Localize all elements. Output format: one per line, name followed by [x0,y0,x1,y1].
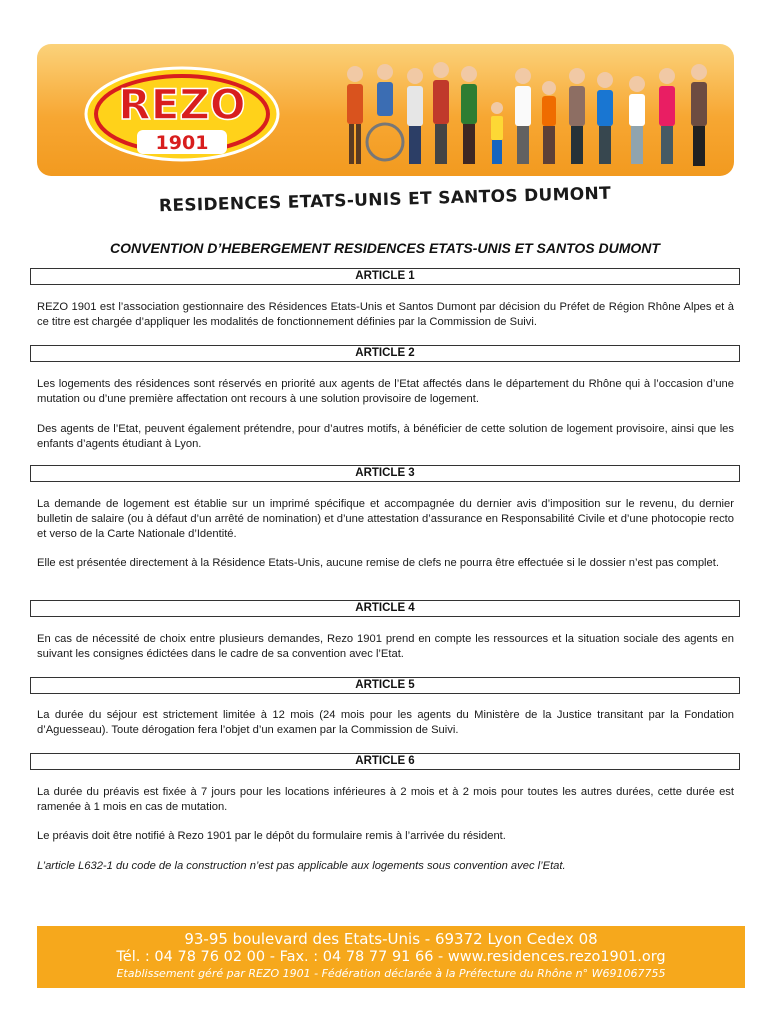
article-5-heading: ARTICLE 5 [30,677,740,694]
article-6-paragraph-3: L’article L632-1 du code de la construction n’est pas applicable aux logements sous convention avec l’Etat. [37,860,566,872]
header-banner [37,44,734,176]
rezo-logo [82,64,282,164]
article-1-paragraph-1: REZO 1901 est l’association gestionnaire des Résidences Etats-Unis et Santos Dumont par décision du Préfet de Région Rhône Alpes et à ce titre est chargée d’appliquer les modalités de fonctionnement définies par la Commission de Suivi. [37,301,734,328]
article-5-paragraph-1: La durée du séjour est strictement limitée à 12 mois (24 mois pour les agents du Ministère de la Justice transitant par la Fondation d’Aguesseau). Toute dérogation fera l’objet d’un examen par la Commission de Suivi. [37,709,734,736]
residence-title: RESIDENCES ETATS-UNIS ET SANTOS DUMONT [158,183,612,217]
article-2-paragraph-2: Des agents de l’Etat, peuvent également prétendre, pour d’autres motifs, à bénéficier de cette solution de logement provisoire, ainsi que les enfants d’agents étudiant à Lyon. [37,423,734,450]
logo-year: 1901 [155,132,209,154]
article-3-paragraph-2: Elle est présentée directement à la Résidence Etats-Unis, aucune remise de clefs ne pourra être effectuée si le dossier n’est pas complet. [37,557,719,569]
article-1-heading: ARTICLE 1 [30,268,740,285]
article-4-paragraph-1: En cas de nécessité de choix entre plusieurs demandes, Rezo 1901 prend en compte les ressources et la situation sociale des agents en suivant les consignes édictées dans le cadre de sa convention avec l’Etat. [37,633,734,660]
article-4-heading: ARTICLE 4 [30,600,740,617]
article-6-paragraph-2: Le préavis doit être notifié à Rezo 1901 par le dépôt du formulaire remis à l’arrivée du résident. [37,830,506,842]
footer-banner [37,926,745,988]
footer-legal: Etablissement géré par REZO 1901 - Fédération déclarée à la Préfecture du Rhône n° W691067755 [116,967,666,980]
article-6-heading: ARTICLE 6 [30,753,740,770]
logo-text: REZO [118,80,246,129]
document-title: CONVENTION D’HEBERGEMENT RESIDENCES ETATS-UNIS ET SANTOS DUMONT [110,240,660,256]
article-2-paragraph-1: Les logements des résidences sont réservés en priorité aux agents de l’Etat affectés dans le département du Rhône qui à l’occasion d’une mutation ou d’une première affectation ont recours à une solution provisoire de logement. [37,378,734,405]
footer-address: 93-95 boulevard des Etats-Unis - 69372 Lyon Cedex 08 [184,930,598,948]
article-3-paragraph-1: La demande de logement est établie sur un imprimé spécifique et accompagnée du dernier avis d’imposition sur le revenu, du dernier bulletin de salaire (ou à défaut d’un arrêté de nomination) et d’une attestation d’assurance en Responsabilité Civile et d’une photocopie recto et verso de la Carte Nationale d’Identité. [37,498,734,540]
footer-contact: Tél. : 04 78 76 02 00 - Fax. : 04 78 77 91 66 - www.residences.rezo1901.org [116,949,666,965]
people-illustration-icon [337,54,727,176]
article-3-heading: ARTICLE 3 [30,465,740,482]
article-6-paragraph-1: La durée du préavis est fixée à 7 jours pour les locations inférieures à 2 mois et à 2 mois pour toutes les autres durées, cette durée est ramenée à 1 mois en cas de mutation. [37,786,734,813]
article-2-heading: ARTICLE 2 [30,345,740,362]
